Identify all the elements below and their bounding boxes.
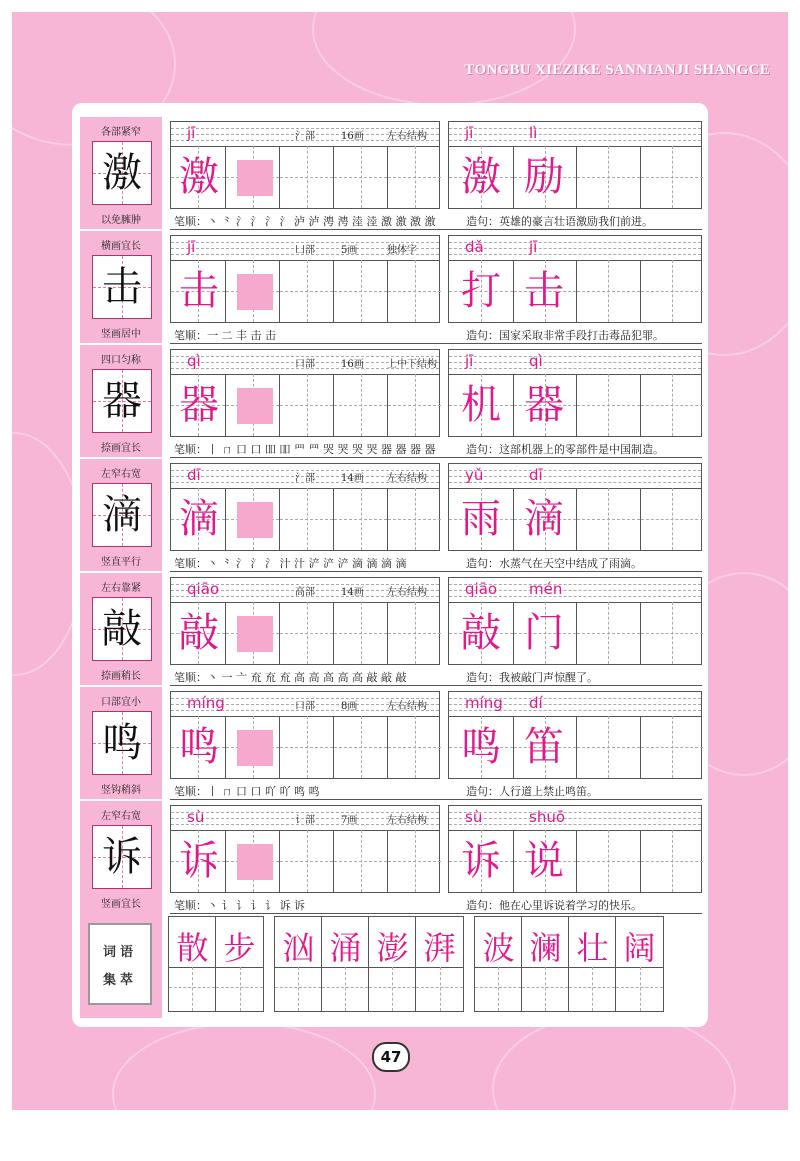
writing-cell xyxy=(279,602,333,664)
vocab-cell xyxy=(322,917,369,1011)
vocab-label-line-2: 集萃 xyxy=(102,973,137,988)
swirl-ornament xyxy=(312,12,576,106)
grid-half xyxy=(448,121,702,209)
writing-rule-top: 左窄右宽 xyxy=(101,469,141,480)
vocab-word-group xyxy=(168,916,264,1012)
rule-box xyxy=(80,231,162,343)
vocab-character: 阔 xyxy=(623,929,656,967)
model-character-box xyxy=(92,825,152,889)
radical-info: 口部 xyxy=(295,359,315,370)
pinyin-guide-line xyxy=(449,812,701,813)
cell-guide-line xyxy=(608,260,609,322)
example-sentence: 造句：我被敲门声惊醒了。 xyxy=(466,671,598,684)
stroke-order-text: 笔顺：丶 ⺀ 氵 氵 氵 汁 汁 浐 浐 浐 滴 滴 滴 滴 xyxy=(174,557,407,570)
vocab-guide-line xyxy=(640,967,641,1011)
pinyin-guide-line xyxy=(449,362,701,363)
model-character-box xyxy=(92,483,152,547)
radical-info: 氵部 xyxy=(295,131,315,142)
stroke-count-info: 5画 xyxy=(341,245,358,256)
cell-guide-line xyxy=(361,488,362,550)
structure-info: 左右结构 xyxy=(387,815,427,826)
practice-grid xyxy=(170,805,702,893)
stroke-order-bar xyxy=(170,439,702,458)
word-character-2: 击 xyxy=(524,268,564,314)
structure-info: 左右结构 xyxy=(387,473,427,484)
pinyin-guide-line xyxy=(449,134,701,135)
pinyin-guide-line xyxy=(449,128,701,129)
writing-rule-bottom: 竖钩稍斜 xyxy=(101,785,141,796)
pinyin-band xyxy=(449,122,701,147)
word-pinyin-2: dī xyxy=(529,466,543,484)
example-sentence: 造句：国家采取非常手段打击毒品犯罪。 xyxy=(466,329,664,342)
cell-guide-line xyxy=(415,716,416,778)
pinyin-band xyxy=(449,806,701,831)
pinyin-guide-line xyxy=(449,824,701,825)
grid-half xyxy=(170,805,440,893)
grid-half xyxy=(448,463,702,551)
word-pinyin-2: shuō xyxy=(529,808,566,826)
traced-character: 器 xyxy=(179,382,219,428)
writing-rule-bottom: 以免臃肿 xyxy=(101,215,141,226)
character-pinyin: qì xyxy=(187,352,201,370)
vocab-character: 汹 xyxy=(282,929,315,967)
cell-guide-line xyxy=(608,716,609,778)
model-character-box xyxy=(92,369,152,433)
writing-cell xyxy=(640,716,704,778)
cell-guide-line xyxy=(307,830,308,892)
vocab-guide-line xyxy=(545,967,546,1011)
writing-cell xyxy=(333,488,387,550)
stroke-shape-highlight xyxy=(237,502,273,538)
cell-guide-line xyxy=(672,374,673,436)
writing-cell xyxy=(640,602,704,664)
stroke-order-text: 笔顺：丶 ⺀ 氵 氵 氵 氵 泸 泸 涄 涄 淕 淕 激 激 激 激 xyxy=(174,215,436,228)
vocab-guide-line xyxy=(592,967,593,1011)
word-pinyin-1: qiāo xyxy=(465,580,498,598)
writing-cell xyxy=(279,260,333,322)
cell-guide-line xyxy=(672,260,673,322)
example-sentence: 造句：这部机器上的零部件是中国制造。 xyxy=(466,443,664,456)
word-character-1: 敲 xyxy=(461,610,501,656)
grid-half xyxy=(170,691,440,779)
model-character-box xyxy=(92,597,152,661)
model-character: 激 xyxy=(102,150,142,196)
vocab-cell xyxy=(522,917,569,1011)
structure-info: 独体字 xyxy=(387,245,417,256)
model-character-box xyxy=(92,255,152,319)
cell-guide-line xyxy=(307,374,308,436)
cell-guide-line xyxy=(361,374,362,436)
cell-guide-line xyxy=(415,260,416,322)
word-pinyin-1: sù xyxy=(465,808,483,826)
writing-cell xyxy=(333,146,387,208)
pinyin-guide-line xyxy=(449,356,701,357)
word-character-2: 滴 xyxy=(524,496,564,542)
writing-cell xyxy=(333,374,387,436)
vocab-guide-line xyxy=(192,967,193,1011)
writing-rule-top: 四口匀称 xyxy=(101,355,141,366)
structure-info: 上中下结构 xyxy=(387,359,437,370)
cell-guide-line xyxy=(415,374,416,436)
stroke-order-text: 笔顺：丨 ㄇ 口 口 吖 吖 鸣 鸣 xyxy=(174,785,320,798)
writing-cell xyxy=(640,374,704,436)
stroke-order-text: 笔顺：丶 讠 讠 讠 讠 诉 诉 xyxy=(174,899,305,912)
stroke-order-bar xyxy=(170,553,702,572)
vocab-character: 湃 xyxy=(423,929,456,967)
practice-grid xyxy=(170,463,702,551)
page-number: 47 xyxy=(372,1042,410,1072)
pinyin-guide-line xyxy=(449,476,701,477)
character-row xyxy=(80,687,702,799)
word-character-1: 机 xyxy=(461,382,501,428)
writing-cell xyxy=(640,488,704,550)
writing-rule-top: 左右靠紧 xyxy=(101,583,141,594)
grid-half xyxy=(448,349,702,437)
grid-half xyxy=(170,349,440,437)
writing-rule-top: 口部宜小 xyxy=(101,697,141,708)
word-character-2: 笛 xyxy=(524,724,564,770)
practice-grid xyxy=(170,235,702,323)
pinyin-guide-line xyxy=(449,254,701,255)
cell-guide-line xyxy=(307,716,308,778)
rule-box xyxy=(80,687,162,799)
vocab-cell xyxy=(475,917,522,1011)
writing-cell xyxy=(387,830,441,892)
cell-guide-line xyxy=(361,830,362,892)
stroke-shape-highlight xyxy=(237,274,273,310)
character-pinyin: jī xyxy=(187,124,196,142)
vocab-cell xyxy=(569,917,616,1011)
pinyin-band xyxy=(449,236,701,261)
character-pinyin: dī xyxy=(187,466,201,484)
cell-guide-line xyxy=(361,716,362,778)
writing-rule-bottom: 竖画宜长 xyxy=(101,899,141,910)
example-sentence: 造句：水蒸气在天空中结成了雨滴。 xyxy=(466,557,642,570)
character-row xyxy=(80,117,702,229)
cell-guide-line xyxy=(608,830,609,892)
pinyin-guide-line xyxy=(449,242,701,243)
vocab-character: 散 xyxy=(176,929,209,967)
vocab-cell xyxy=(275,917,322,1011)
cell-guide-line xyxy=(415,146,416,208)
vocab-character: 壮 xyxy=(576,929,609,967)
structure-info: 左右结构 xyxy=(387,701,427,712)
vocab-guide-line xyxy=(392,967,393,1011)
pinyin-band xyxy=(449,350,701,375)
rule-box xyxy=(80,459,162,571)
rule-box xyxy=(80,573,162,685)
writing-cell xyxy=(576,716,640,778)
traced-character: 鸣 xyxy=(179,724,219,770)
stroke-count-info: 8画 xyxy=(341,701,358,712)
writing-cell xyxy=(279,830,333,892)
word-pinyin-2: mén xyxy=(529,580,563,598)
example-sentence: 造句：他在心里诉说着学习的快乐。 xyxy=(466,899,642,912)
writing-cell xyxy=(279,146,333,208)
radical-info: 高部 xyxy=(295,587,315,598)
character-pinyin: míng xyxy=(187,694,225,712)
grid-half xyxy=(448,235,702,323)
word-character-1: 鸣 xyxy=(461,724,501,770)
writing-rule-bottom: 竖直平行 xyxy=(101,557,141,568)
cell-guide-line xyxy=(415,488,416,550)
stroke-shape-highlight xyxy=(237,616,273,652)
cell-guide-line xyxy=(672,488,673,550)
vocab-guide-line xyxy=(345,967,346,1011)
vocab-cell xyxy=(169,917,216,1011)
vocab-character: 波 xyxy=(482,929,515,967)
grid-half xyxy=(448,577,702,665)
writing-rule-top: 左窄右宽 xyxy=(101,811,141,822)
word-pinyin-2: jī xyxy=(529,238,538,256)
pinyin-guide-line xyxy=(449,470,701,471)
word-character-1: 激 xyxy=(461,154,501,200)
writing-cell xyxy=(640,260,704,322)
rule-box xyxy=(80,345,162,457)
writing-rule-bottom: 竖画居中 xyxy=(101,329,141,340)
radical-info: 口部 xyxy=(295,701,315,712)
traced-character: 击 xyxy=(179,268,219,314)
stroke-order-bar xyxy=(170,895,702,914)
word-pinyin-2: dí xyxy=(529,694,543,712)
stroke-shape-highlight xyxy=(237,160,273,196)
writing-cell xyxy=(333,830,387,892)
pinyin-guide-line xyxy=(449,248,701,249)
grid-half xyxy=(170,121,440,209)
stroke-shape-highlight xyxy=(237,844,273,880)
vocab-guide-line xyxy=(298,967,299,1011)
stroke-order-text: 笔顺：丶 一 亠 㐬 㐬 㐬 高 高 高 高 高 敲 敲 敲 xyxy=(174,671,407,684)
vocab-character: 澜 xyxy=(529,929,562,967)
writing-cell xyxy=(640,830,704,892)
word-pinyin-1: jī xyxy=(465,124,474,142)
stroke-count-info: 16画 xyxy=(341,359,364,370)
vocab-guide-line xyxy=(440,967,441,1011)
stroke-order-text: 笔顺：一 二 丰 击 击 xyxy=(174,329,276,342)
vocab-character: 步 xyxy=(223,929,256,967)
writing-cell xyxy=(279,488,333,550)
word-character-2: 说 xyxy=(524,838,564,884)
cell-guide-line xyxy=(307,146,308,208)
writing-rule-top: 横画宜长 xyxy=(101,241,141,252)
character-pinyin: jī xyxy=(187,238,196,256)
writing-cell xyxy=(333,716,387,778)
radical-info: 讠部 xyxy=(295,815,315,826)
model-character: 器 xyxy=(102,378,142,424)
grid-half xyxy=(448,691,702,779)
character-row xyxy=(80,345,702,457)
stroke-shape-highlight xyxy=(237,730,273,766)
writing-cell xyxy=(576,374,640,436)
cell-guide-line xyxy=(672,602,673,664)
stroke-order-bar xyxy=(170,781,702,800)
vocab-label xyxy=(88,923,152,1005)
practice-grid xyxy=(170,577,702,665)
writing-rule-bottom: 捺画稍长 xyxy=(101,671,141,682)
pinyin-guide-line xyxy=(449,818,701,819)
vocab-cell xyxy=(616,917,663,1011)
cell-guide-line xyxy=(608,602,609,664)
vocab-word-group xyxy=(274,916,464,1012)
practice-grid xyxy=(170,121,702,209)
word-pinyin-1: dǎ xyxy=(465,238,484,256)
stroke-order-bar xyxy=(170,667,702,686)
vocab-word-group xyxy=(474,916,664,1012)
pinyin-band xyxy=(449,464,701,489)
writing-rule-bottom: 捺画宜长 xyxy=(101,443,141,454)
writing-rule-top: 各部紧窄 xyxy=(101,127,141,138)
traced-character: 激 xyxy=(179,154,219,200)
writing-cell xyxy=(387,260,441,322)
word-pinyin-1: yǔ xyxy=(465,466,484,484)
cell-guide-line xyxy=(361,146,362,208)
writing-cell xyxy=(576,146,640,208)
cell-guide-line xyxy=(672,830,673,892)
character-row xyxy=(80,573,702,685)
structure-info: 左右结构 xyxy=(387,131,427,142)
model-character: 鸣 xyxy=(102,720,142,766)
word-pinyin-1: míng xyxy=(465,694,503,712)
vocab-character: 澎 xyxy=(376,929,409,967)
writing-cell xyxy=(640,146,704,208)
vocab-cell xyxy=(369,917,416,1011)
writing-cell xyxy=(387,602,441,664)
pinyin-guide-line xyxy=(449,482,701,483)
cell-guide-line xyxy=(608,488,609,550)
character-row xyxy=(80,801,702,913)
pinyin-guide-line xyxy=(449,140,701,141)
word-character-1: 打 xyxy=(461,268,501,314)
stroke-count-info: 16画 xyxy=(341,131,364,142)
vocab-cell xyxy=(216,917,263,1011)
character-pinyin: sù xyxy=(187,808,205,826)
word-pinyin-2: qì xyxy=(529,352,543,370)
word-character-1: 诉 xyxy=(461,838,501,884)
model-character: 敲 xyxy=(102,606,142,652)
writing-cell xyxy=(576,602,640,664)
stroke-shape-highlight xyxy=(237,388,273,424)
word-character-2: 励 xyxy=(524,154,564,200)
word-pinyin-1: jī xyxy=(465,352,474,370)
writing-cell xyxy=(576,260,640,322)
radical-info: 凵部 xyxy=(295,245,315,256)
character-pinyin: qiāo xyxy=(187,580,220,598)
writing-cell xyxy=(576,830,640,892)
writing-cell xyxy=(387,146,441,208)
writing-cell xyxy=(387,374,441,436)
practice-grid xyxy=(170,349,702,437)
cell-guide-line xyxy=(307,488,308,550)
character-row xyxy=(80,459,702,571)
writing-cell xyxy=(387,488,441,550)
cell-guide-line xyxy=(307,602,308,664)
cell-guide-line xyxy=(672,146,673,208)
word-character-1: 雨 xyxy=(461,496,501,542)
cell-guide-line xyxy=(608,146,609,208)
stroke-count-info: 14画 xyxy=(341,587,364,598)
rule-box xyxy=(80,801,162,913)
model-character: 击 xyxy=(102,264,142,310)
stroke-count-info: 7画 xyxy=(341,815,358,826)
writing-cell xyxy=(333,260,387,322)
rule-box xyxy=(80,117,162,229)
writing-cell xyxy=(279,716,333,778)
vocab-guide-line xyxy=(240,967,241,1011)
model-character: 诉 xyxy=(102,834,142,880)
vocab-character: 涌 xyxy=(329,929,362,967)
character-row xyxy=(80,231,702,343)
word-character-2: 器 xyxy=(524,382,564,428)
pinyin-guide-line xyxy=(449,368,701,369)
model-character-box xyxy=(92,711,152,775)
writing-cell xyxy=(279,374,333,436)
grid-half xyxy=(170,463,440,551)
stroke-order-bar xyxy=(170,211,702,230)
cell-guide-line xyxy=(361,260,362,322)
cell-guide-line xyxy=(672,716,673,778)
cell-guide-line xyxy=(415,830,416,892)
structure-info: 左右结构 xyxy=(387,587,427,598)
radical-info: 氵部 xyxy=(295,473,315,484)
traced-character: 敲 xyxy=(179,610,219,656)
cell-guide-line xyxy=(361,602,362,664)
writing-cell xyxy=(333,602,387,664)
traced-character: 诉 xyxy=(179,838,219,884)
header-title: TONGBU XIEZIKE SANNIANJI SHANGCE xyxy=(464,62,770,78)
vocab-label-line-1: 词语 xyxy=(102,945,137,960)
grid-half xyxy=(170,235,440,323)
word-pinyin-2: lì xyxy=(529,124,538,142)
vocab-cell xyxy=(416,917,463,1011)
writing-cell xyxy=(576,488,640,550)
grid-half xyxy=(448,805,702,893)
vocab-guide-line xyxy=(498,967,499,1011)
swirl-ornament xyxy=(112,1022,376,1110)
grid-half xyxy=(170,577,440,665)
word-character-2: 门 xyxy=(524,610,564,656)
writing-cell xyxy=(387,716,441,778)
cell-guide-line xyxy=(307,260,308,322)
model-character-box xyxy=(92,141,152,205)
cell-guide-line xyxy=(608,374,609,436)
stroke-order-text: 笔顺：丨 ㄇ 口 口 吅 吅 罒 罒 哭 哭 哭 哭 器 器 器 器 xyxy=(174,443,436,456)
example-sentence: 造句：人行道上禁止鸣笛。 xyxy=(466,785,598,798)
model-character: 滴 xyxy=(102,492,142,538)
stroke-count-info: 14画 xyxy=(341,473,364,484)
stroke-order-bar xyxy=(170,325,702,344)
traced-character: 滴 xyxy=(179,496,219,542)
practice-grid xyxy=(170,691,702,779)
example-sentence: 造句：英雄的豪言壮语激励我们前进。 xyxy=(466,215,653,228)
cell-guide-line xyxy=(415,602,416,664)
